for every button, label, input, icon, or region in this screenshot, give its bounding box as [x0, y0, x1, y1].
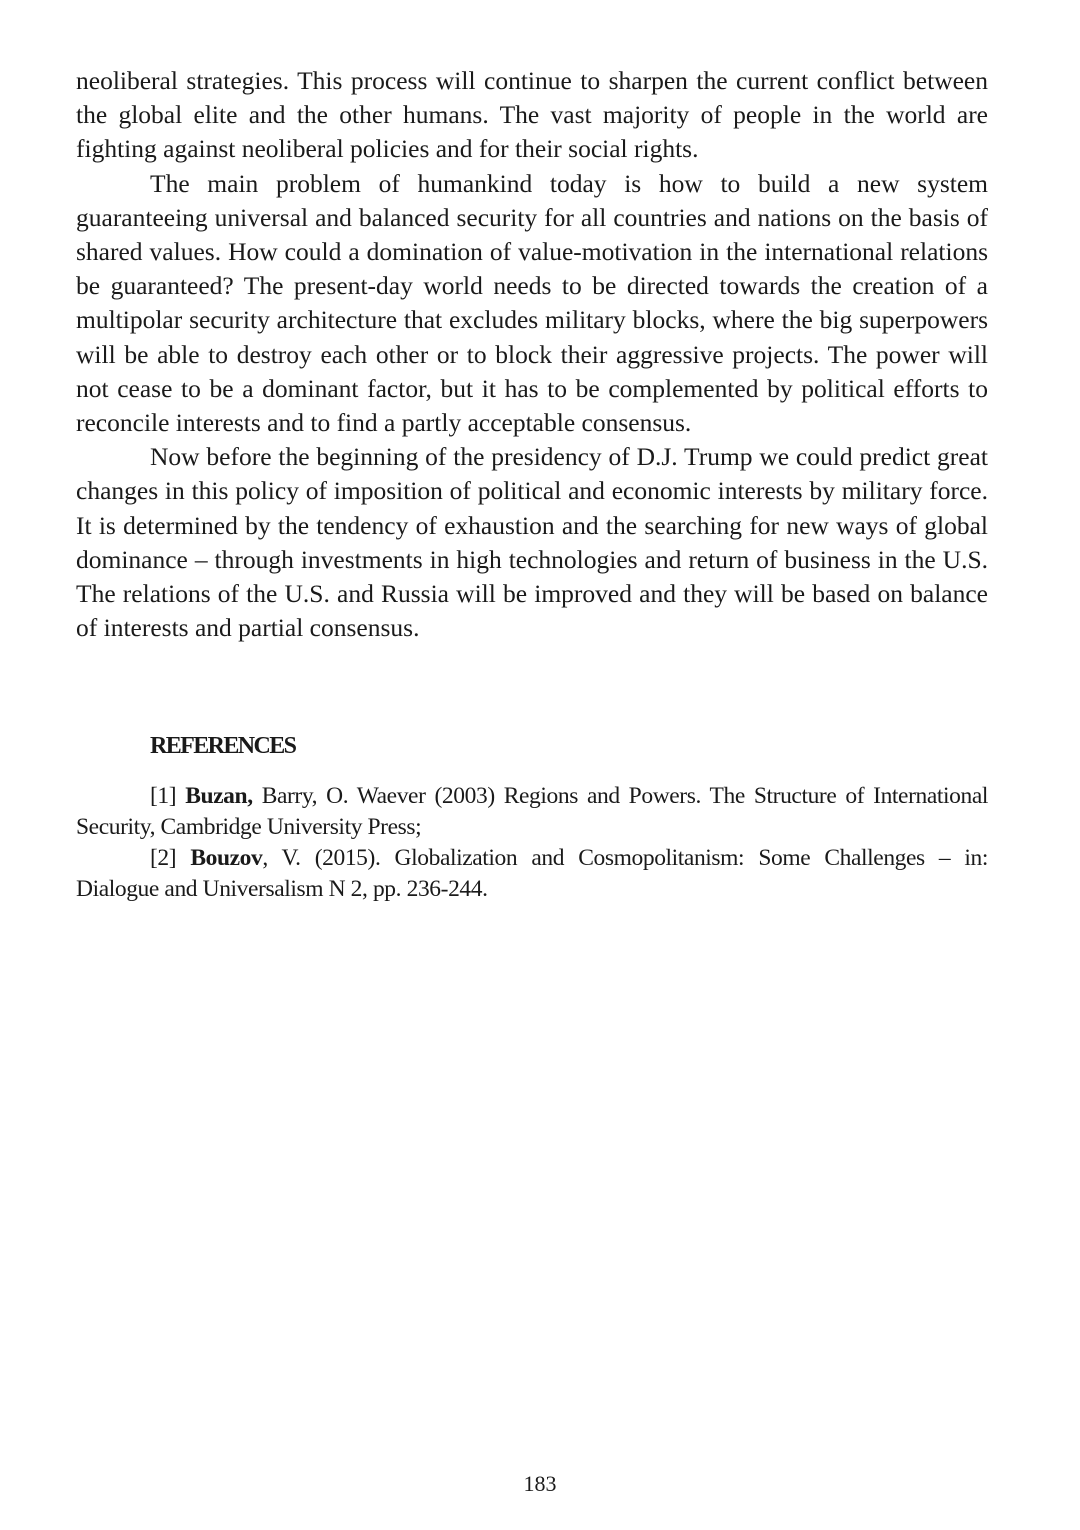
references-heading: REFERENCES	[150, 733, 296, 760]
reference-item	[76, 781, 988, 843]
references-list	[76, 781, 988, 905]
paragraph: Now before the beginning of the presidency of D.J. Trump we could predict great changes in this policy of imposition of political and economic interests by military force. It is determined by the tendency of exhaustion and the searching for new ways of global dominance – through investments in high technologies and return of business in the U.S. The relations of the U.S. and Russia will be improved and they will be based on balance of interests and partial consensus.	[76, 442, 988, 643]
paragraph-continued: neoliberal strategies. This process will continue to sharpen the current conflict between the global elite and the other humans. The vast majority of people in the world are fighting against neoliberal policies and for their social rights.	[76, 66, 988, 164]
reference-text: Barry, O. Waever (2003) Regions and Powers. The Structure of International Security, Cambridge University Press;	[76, 783, 988, 841]
reference-number: [1]	[150, 783, 177, 810]
reference-author: Bouzov	[190, 845, 263, 872]
reference-number: [2]	[150, 845, 177, 872]
paragraph: The main problem of humankind today is how to build a new system guaranteeing universal and balanced security for all countries and nations on the basis of shared values. How could a domination of value-motivation in the international relations be guaranteed? The present-day world needs to be directed towards the creation of a multipolar security architecture that excludes military blocks, where the big superpowers will be able to destroy each other or to block their aggressive projects. The power will not cease to be a dominant factor, but it has to be complemented by political efforts to reconcile interests and to find a partly acceptable consensus.	[76, 168, 988, 438]
body-text	[76, 64, 988, 645]
page-number: 183	[523, 1471, 557, 1496]
reference-author: Buzan,	[185, 783, 253, 810]
page-content	[76, 64, 988, 905]
reference-text: , V. (2015). Globalization and Cosmopolitanism: Some Challenges – in: Dialogue and Universalism N 2, pp. 236-244.	[76, 845, 989, 903]
reference-item	[76, 843, 988, 905]
